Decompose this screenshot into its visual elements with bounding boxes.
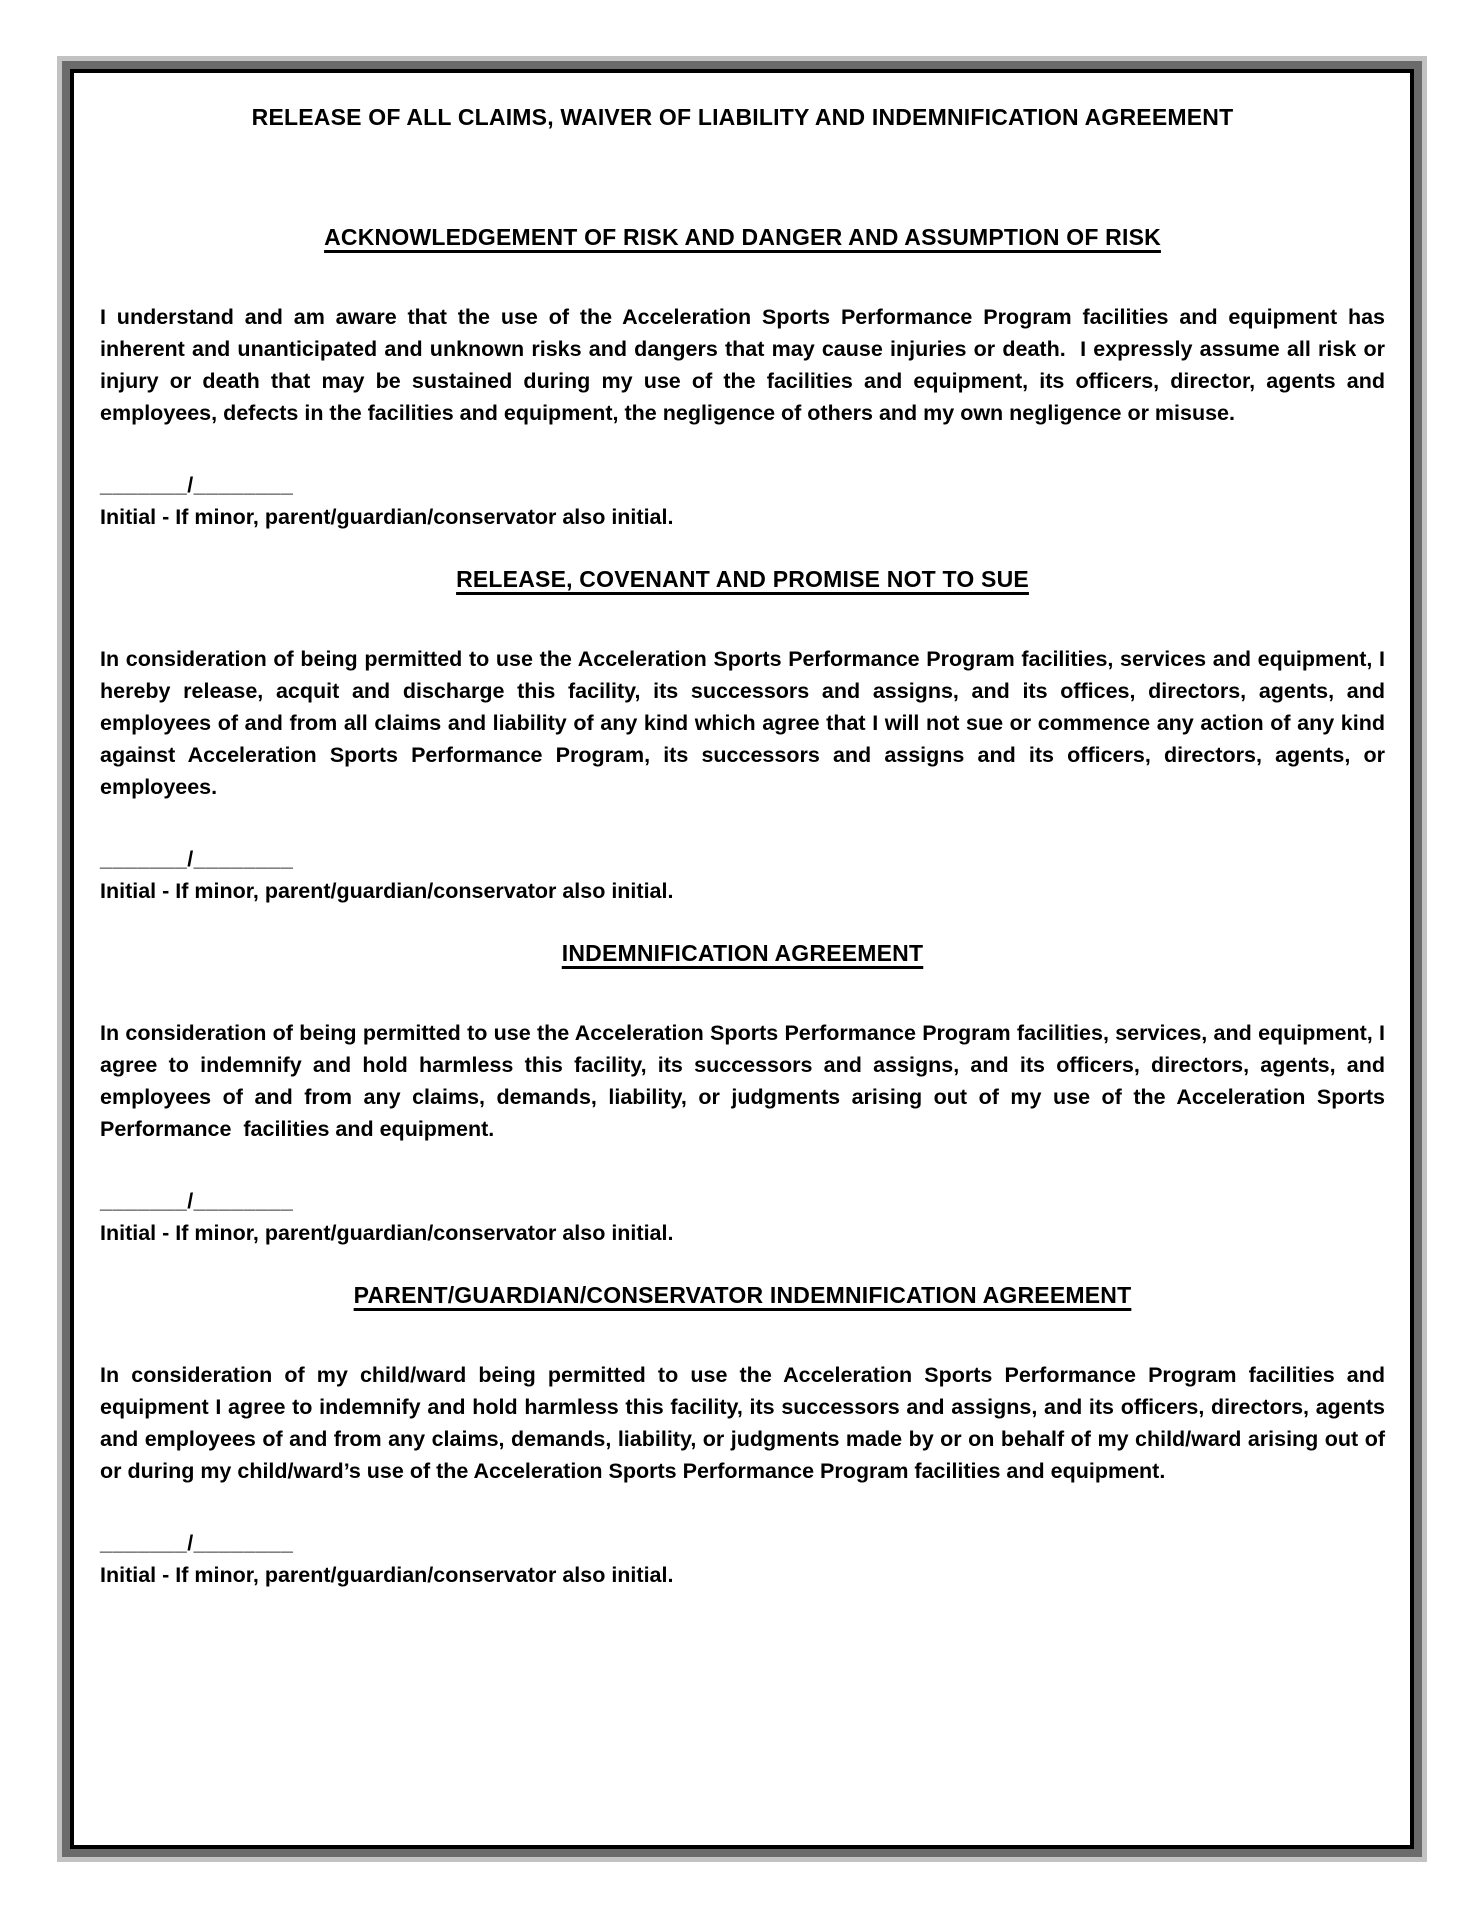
section-heading-text: ACKNOWLEDGEMENT OF RISK AND DANGER AND ASSUMPTION OF RISK <box>324 224 1161 250</box>
initial-block <box>100 843 1385 907</box>
section-body: I understand and am aware that the use of the Acceleration Sports Performance Program facilities and equipment has inherent and unanticipated and unknown risks and dangers that may cause injuries or death. I expressly assume all risk or injury or death that may be sustained during my use of the facilities and equipment, its officers, director, agents and employees, defects in the facilities and equipment, the negligence of others and my own negligence or misuse. <box>100 305 1385 425</box>
initial-block <box>100 1527 1385 1591</box>
section-parent-guardian-indemnification <box>100 1279 1385 1591</box>
initial-block <box>100 1185 1385 1249</box>
section-body: In consideration of my child/ward being permitted to use the Acceleration Sports Performance Program facilities and equipment I agree to indemnify and hold harmless this facility, its successors and assigns, and its officers, directors, agents and employees of and from any claims, demands, liability, or judgments made by or on behalf of my child/ward arising out of or during my child/ward’s use of the Acceleration Sports Performance Program facilities and equipment. <box>100 1363 1385 1483</box>
page-border-frame <box>70 69 1414 1849</box>
page-content <box>74 73 1410 1845</box>
initial-instruction: Initial - If minor, parent/guardian/conservator also initial. <box>100 505 674 529</box>
section-body: In consideration of being permitted to use the Acceleration Sports Performance Program facilities, services and equipment, I hereby release, acquit and discharge this facility, its successors and assigns, and its offices, directors, agents, and employees of and from all claims and liability of any kind which agree that I will not sue or commence any action of any kind against Acceleration Sports Performance Program, its successors and assigns and its officers, directors, agents, or employees. <box>100 647 1385 799</box>
section-heading-text: RELEASE, COVENANT AND PROMISE NOT TO SUE <box>456 566 1029 592</box>
section-heading <box>100 563 1385 595</box>
section-heading <box>100 937 1385 969</box>
section-release-covenant <box>100 563 1385 907</box>
section-heading-text: PARENT/GUARDIAN/CONSERVATOR INDEMNIFICATION AGREEMENT <box>353 1282 1132 1308</box>
section-body: In consideration of being permitted to use the Acceleration Sports Performance Program facilities, services, and equipment, I agree to indemnify and hold harmless this facility, its successors and assigns, and its officers, directors, agents, and employees of and from any claims, demands, liability, or judgments arising out of my use of the Acceleration Sports Performance facilities and equipment. <box>100 1021 1385 1141</box>
initial-signature-line: _______/________ <box>100 847 294 871</box>
initial-instruction: Initial - If minor, parent/guardian/conservator also initial. <box>100 1563 674 1587</box>
initial-signature-line: _______/________ <box>100 473 294 497</box>
section-heading <box>100 1279 1385 1311</box>
document-title: RELEASE OF ALL CLAIMS, WAIVER OF LIABILITY AND INDEMNIFICATION AGREEMENT <box>251 104 1234 130</box>
initial-block <box>100 469 1385 533</box>
initial-instruction: Initial - If minor, parent/guardian/conservator also initial. <box>100 1221 674 1245</box>
initial-instruction: Initial - If minor, parent/guardian/conservator also initial. <box>100 879 674 903</box>
section-acknowledgement-of-risk <box>100 221 1385 533</box>
initial-signature-line: _______/________ <box>100 1531 294 1555</box>
section-heading <box>100 221 1385 253</box>
initial-signature-line: _______/________ <box>100 1189 294 1213</box>
section-heading-text: INDEMNIFICATION AGREEMENT <box>561 940 924 966</box>
section-indemnification <box>100 937 1385 1249</box>
